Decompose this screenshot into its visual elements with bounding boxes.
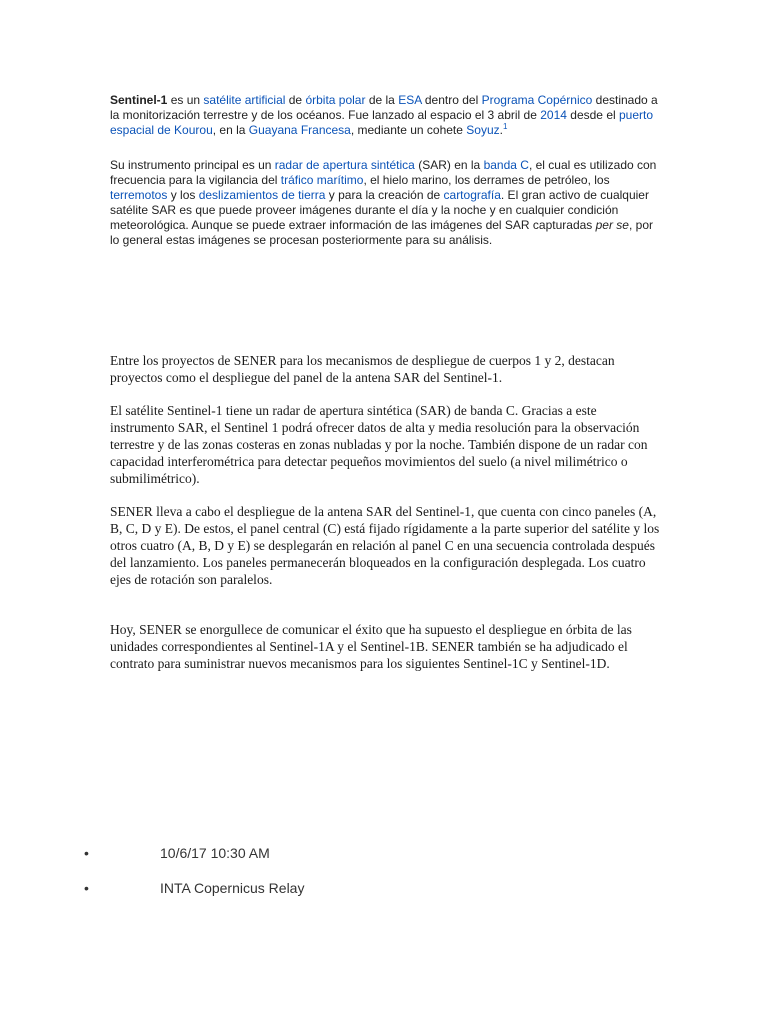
sener-paragraph-4: Hoy, SENER se enorgullece de comunicar el éxito que ha supuesto el despliegue en órbita de las unidades correspondientes al Sentinel-1A y el Sentinel-1B. SENER también se ha adjudicado el contrato para suministrar nuevos mecanismos para los siguientes Sentinel-1C y Sentinel-1D. [110, 622, 632, 671]
link-orbita-polar[interactable]: órbita polar [305, 93, 366, 107]
wiki-paragraph-instrument: Su instrumento principal es un radar de apertura sintética (SAR) en la banda C, el cual es utilizado con frecuencia para la vigilancia del tráfico marítimo, el hielo marino, los derrames de petróleo, los terremotos y los deslizamientos de tierra y para la creación de cartografía. El gran activo de cualquier satélite SAR es que puede proveer imágenes durante el día y la noche y en cualquier condición meteorológica. Aunque se puede extraer información de las imágenes del SAR capturadas per se, por lo general estas imágenes se procesan posteriormente para su análisis. [110, 158, 657, 247]
link-guayana-francesa[interactable]: Guayana Francesa [248, 123, 351, 137]
link-banda-c[interactable]: banda C [483, 158, 529, 172]
link-satelite-artificial[interactable]: satélite artificial [203, 93, 286, 107]
sener-paragraph-2: El satélite Sentinel-1 tiene un radar de apertura sintética (SAR) de banda C. Gracias a este instrumento SAR, el Sentinel 1 podrá ofrecer datos de alta y media resolución para la observación terrestre y de las zonas costeras en zonas nubladas y por la noche. También dispone de un radar con capacidad interferométrica para detectar pequeños movimientos del suelo (a nivel milimétrico o submilimétrico). [110, 403, 648, 486]
bullet-marker: • [84, 845, 89, 861]
article-subject: Sentinel-1 [110, 93, 168, 107]
reference-marker[interactable]: 1 [502, 122, 508, 131]
link-radar-apertura-sintetica[interactable]: radar de apertura sintética [274, 158, 415, 172]
sener-paragraph-3: SENER lleva a cabo el despliegue de la antena SAR del Sentinel-1, que cuenta con cinco paneles (A, B, C, D y E). De estos, el panel central (C) está fijado rígidamente a la parte superior del satélite y los otros cuatro (A, B, D y E) se desplegarán en relación al panel C en una secuencia controlada después del lanzamiento. Los paneles permanecerán bloqueados en la configuración desplegada. Los cuatro ejes de rotación son paralelos. [110, 504, 660, 587]
italic-per-se: per se [595, 218, 629, 232]
link-2014[interactable]: 2014 [540, 108, 567, 122]
bullet-marker: • [84, 880, 89, 896]
link-soyuz[interactable]: Soyuz [466, 123, 500, 137]
link-puerto-kourou[interactable]: puerto espacial de Kourou [110, 108, 654, 137]
link-programa-copernico[interactable]: Programa Copérnico [481, 93, 593, 107]
link-cartografia[interactable]: cartografía [443, 188, 501, 202]
link-deslizamientos-tierra[interactable]: deslizamientos de tierra [198, 188, 326, 202]
link-esa[interactable]: ESA [398, 93, 422, 107]
bullet-source: INTA Copernicus Relay [160, 880, 305, 896]
bullet-timestamp: 10/6/17 10:30 AM [160, 845, 270, 861]
link-terremotos[interactable]: terremotos [110, 188, 168, 202]
link-trafico-maritimo[interactable]: tráfico marítimo [280, 173, 364, 187]
wiki-paragraph-intro: Sentinel-1 es un satélite artificial de órbita polar de la ESA dentro del Programa Copérnico destinado a la monitorización terrestre y de los océanos. Fue lanzado al espacio el 3 abril de 2014 desde el puerto espacial de Kourou, en la Guayana Francesa, mediante un cohete Soyuz.$^1$ [110, 93, 658, 137]
sener-paragraph-1: Entre los proyectos de SENER para los mecanismos de despliegue de cuerpos 1 y 2, destacan proyectos como el despliegue del panel de la antena SAR del Sentinel-1. [110, 353, 615, 385]
